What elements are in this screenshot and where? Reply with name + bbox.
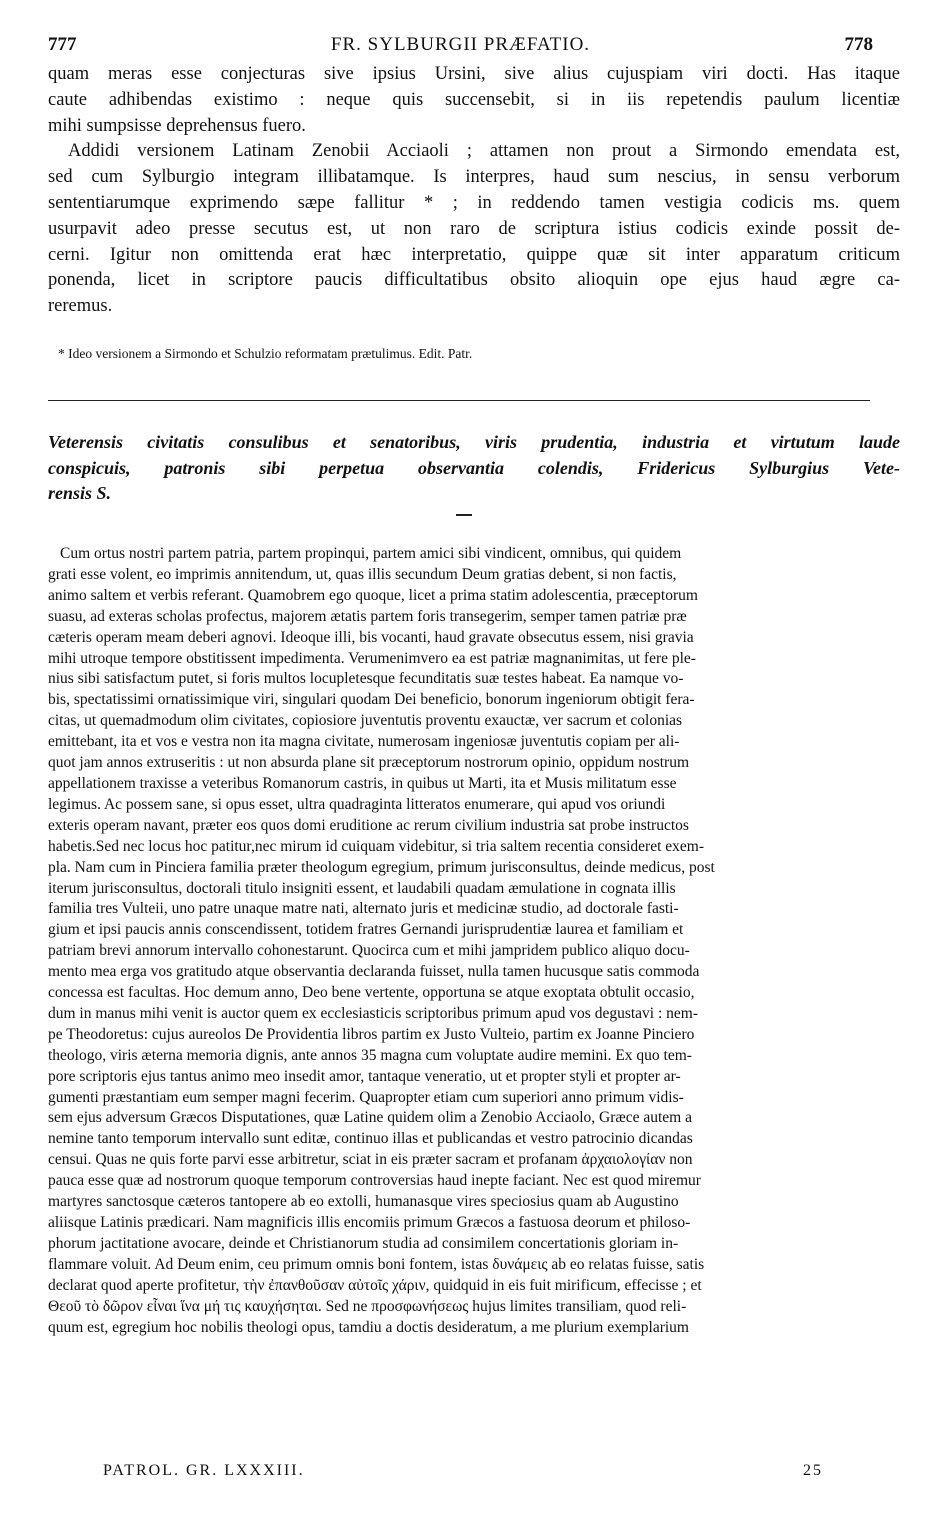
body-line: suasu, ad exteras scholas profectus, majorem ætatis partem foris transegerim, semper tamen patriæ præ (48, 607, 687, 625)
body-line: quum est, egregium hoc nobilis theologi opus, tamdiu a doctis desideratum, a me plurium exemplarium (48, 1318, 689, 1336)
dedication-line: conspicuis, patronis sibi perpetua observantia colendis, Fridericus Sylburgius Vete- (48, 457, 900, 478)
body-line: appellationem traxisse a veteribus Romanorum castris, in quibus ut Marti, ita et Musis militatum esse (48, 774, 677, 792)
intro-line: cerni. Igitur non omittenda erat hæc interpretatio, quippe quæ sit inter apparatum criticum (48, 244, 900, 265)
running-header (48, 34, 873, 60)
body-line: concessa est facultas. Hoc demum anno, Deo bene vertente, opportuna se atque exoptata obtulit occasio, (48, 984, 695, 1002)
body-line: exteris operam navant, præter eos quos domi eruditione ac rerum civilium industria sat probe instructos (48, 816, 689, 834)
intro-line: caute adhibendas existimo : neque quis succensebit, si in iis repetendis paulum licentiæ (48, 89, 900, 110)
body-line: martyres sanctosque cæteros tantopere ab eo extolli, humanasque vires speciosius quam ab Augustino (48, 1193, 679, 1211)
body-line: gumenti præstantiam eum semper magni fecerim. Quapropter etiam cum superiori anno primum vidis- (48, 1088, 684, 1106)
body-line: mihi utroque tempore obstitissent impedimenta. Verumenimvero ea est patriæ magnanimitas, ut fere ple- (48, 649, 696, 667)
body-line: patriam brevi annorum intervallo cohonestarunt. Quocirca cum et mihi jampridem publico aliquo docu- (48, 942, 690, 960)
dedication-line: rensis S. (48, 483, 112, 503)
body-line: pore scriptoris ejus tantus animo meo insedit amor, tantaque veneratio, ut et propter styli et propter ar- (48, 1067, 681, 1085)
body-line: Cum ortus nostri partem patria, partem propinqui, partem amici sibi vindicent, omnibus, qui quidem (60, 545, 682, 562)
body-line: pauca esse quæ ad nostrorum quoque temporum controversias haud inepte faciant. Nec est quod miremur (48, 1172, 701, 1190)
body-line: legimus. Ac possem sane, si opus esset, ultra quadraginta litteratos enumerare, qui apud vos oriundi (48, 795, 666, 813)
body-line: censui. Quas ne quis forte parvi esse arbitretur, sciat in eis præter sacram et profanam ἀρχαιολογίαν non (48, 1151, 693, 1169)
body-line: dum in manus mihi venit is auctor quem ex ecclesiasticis scriptoribus primum apud vos degustavi : nem- (48, 1004, 699, 1022)
body-line: sem ejus adversum Græcos Disputationes, quæ Latine quidem olim a Zenobio Acciaolo, Græce autem a (48, 1109, 692, 1127)
body-line: flammare voluit. Ad Deum enim, ceu primum omnis boni fontem, istas δυνάμεις ab eo relatas fuisse, satis (48, 1255, 705, 1273)
body-line: Θεοῦ τὸ δῶρον εἶναι ἵνα μή τις καυχήσηται. Sed ne προσφωνήσεως hujus limites transiliam, quod reli- (48, 1297, 687, 1315)
intro-line: Addidi versionem Latinam Zenobii Acciaoli ; attamen non prout a Sirmondo emendata est, (68, 141, 900, 162)
intro-line: quam meras esse conjecturas sive ipsius Ursini, sive alius cujuspiam viri docti. Has itaque (48, 64, 900, 84)
body-line: theologo, viris æterna memoria dignis, ante annos 35 magna cum voluptate audire memini. Ex quo tem- (48, 1046, 692, 1064)
page-number-right: 778 (844, 34, 873, 55)
page-number-left: 777 (48, 34, 77, 55)
body-line: grati esse volent, eo imprimis annitendum, ut, quas illis secundum Deum gratias debent, si non factis, (48, 565, 677, 583)
body-line: gium et ipsi paucis annis conscendissent, totidem fratres Gernandi jurisprudentiæ laurea et familiam et (48, 921, 684, 939)
body-line: nemine tanto temporum intervallo sunt editæ, continuo illas et publicandas et vestro patrocinio dicandas (48, 1130, 693, 1148)
page-footer (103, 1462, 823, 1486)
body-line: animo saltem et verbis referant. Quamobrem ego quoque, licet a prima statim adolescentia, præceptorum (48, 586, 698, 604)
body-line: pe Theodoretus: cujus aureolos De Providentia libros partim ex Justo Vulteio, partim ex Joanne Pinciero (48, 1025, 695, 1043)
section-divider (48, 400, 870, 401)
running-title: FR. SYLBURGII PRÆFATIO. (330, 34, 591, 55)
body-line: quot jam annos extruseritis : ut non absurda plane sit præceptorum nostrorum opinio, oppidum nostrum (48, 754, 690, 772)
body-line: emittebant, ita et vos e vestra non ita magna civitate, numerosam ingeniosæ juventutis copiam per ali- (48, 733, 680, 751)
body-line: nius sibi satisfactum putet, si foris multos locupletesque fecunditatis suæ testes habeat. Ea namque vo- (48, 670, 684, 688)
footer-sheet-number: 25 (803, 1462, 823, 1479)
dedication-line: Veterensis civitatis consulibus et senatoribus, viris prudentia, industria et virtutum laude (48, 432, 900, 452)
intro-line: usurpavit adeo presse secutus est, ut non raro de scriptura istius codicis exinde possit de- (48, 218, 900, 239)
dedication-heading (48, 430, 900, 507)
intro-line: mihi sumpsisse deprehensus fuero. (48, 115, 306, 136)
body-line: declarat quod aperte profitetur, τὴν ἐπανθοῦσαν αὐτοῖς χάριν, quidquid in eis fuit mirificum, effecisse ; et (48, 1276, 702, 1294)
body-line: citas, ut quemadmodum olim civitates, copiosiore juventutis proventu exauctæ, ver sacrum et colonias (48, 712, 683, 730)
body-line: habetis.Sed nec locus hoc patitur,nec mirum id cuiquam videbitur, si tria saltem recentia consideret exem- (48, 837, 705, 855)
ornament-dash (456, 514, 472, 516)
body-line: mento mea erga vos gratitudo atque observantia declaranda fuisset, nulla tamen hucusque satis commoda (48, 963, 700, 981)
dedication-body (48, 544, 900, 1338)
body-line: iterum jurisconsultus, doctorali titulo insigniti essent, et laudabili quadam æmulatione in cognata illis (48, 879, 676, 897)
footnote: * Ideo versionem a Sirmondo et Schulzio reformatam prætulimus. Edit. Patr. (58, 346, 473, 361)
body-line: cæteris operam meam deberi agnovi. Ideoque illi, bis vocanti, haud gravate obsecutus essem, nisi gravia (48, 628, 694, 646)
body-line: bis, spectatissimi ornatissimique viri, singulari quodam Dei beneficio, bonorum ingeniorum obtigit fera- (48, 691, 695, 709)
intro-line: reremus. (48, 296, 113, 317)
intro-line: sed cum Sylburgio integram illibatamque. Is interpres, haud sum nescius, in sensu verborum (48, 167, 900, 188)
body-line: aliisque Latinis prædicari. Nam magnificis illis encomiis primum Græcos a fastuosa deorum et philoso- (48, 1214, 691, 1231)
footer-signature: PATROL. GR. LXXXIII. (103, 1462, 305, 1479)
body-line: pla. Nam cum in Pinciera familia præter theologum egregium, primum jurisconsultus, deinde medicus, post (48, 858, 715, 876)
intro-section (48, 62, 900, 320)
body-line: familia tres Vulteii, uno patre unaque matre nati, alternato juris et medicinæ studio, ad doctorale fasti- (48, 900, 679, 918)
body-line: phorum jactitatione avocare, deinde et Christianorum studia ad consimilem concertationis gloriam in- (48, 1234, 679, 1252)
intro-line: ponenda, licet in scriptore paucis difficultatibus obsito alioquin ope ejus haud ægre ca- (48, 270, 900, 291)
intro-line: sententiarumque exprimendo sæpe fallitur * ; in reddendo tamen vestigia codicis ms. quem (48, 192, 900, 213)
